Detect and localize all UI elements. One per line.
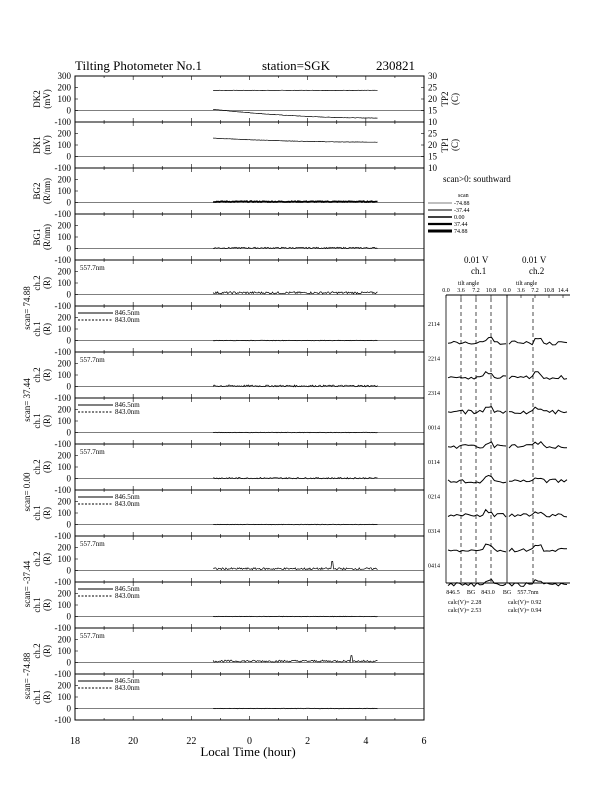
right-y-tick-label: 10 xyxy=(428,117,437,127)
right-y-tick-label: 30 xyxy=(428,71,437,81)
y-tick-label: -100 xyxy=(54,209,71,219)
scan-time-label: 0414 xyxy=(428,563,440,570)
y-axis-unit: (R/nm) xyxy=(42,224,52,250)
scan-legend-header: scan xyxy=(458,193,469,199)
panel-s1c1 xyxy=(32,306,424,357)
wavelength-label: 557.7nm xyxy=(80,540,105,548)
y-axis-label: ch.2 xyxy=(32,275,42,291)
y-axis-unit: (mV) xyxy=(42,89,52,109)
y-axis-unit: (mV) xyxy=(42,135,52,155)
ch2-scale-label: 0.01 V xyxy=(522,255,547,265)
y-axis-label: ch.2 xyxy=(32,643,42,659)
scan-time-label: 2114 xyxy=(428,322,440,328)
panel-s2c2 xyxy=(22,352,424,422)
y-tick-label: 0 xyxy=(66,657,71,668)
y-tick-label: -100 xyxy=(54,117,71,127)
y-axis-label: ch.2 xyxy=(32,551,42,567)
panel-s4c1 xyxy=(32,582,424,633)
tilt-bottom-label: 557.7nm xyxy=(517,590,539,596)
y-tick-label: -100 xyxy=(54,439,71,449)
panel-s3c1 xyxy=(32,490,424,541)
y-tick-label: 0 xyxy=(66,703,71,714)
y-tick-label: 100 xyxy=(57,324,71,334)
right-y-axis-unit: (C) xyxy=(450,139,460,151)
y-tick-label: 200 xyxy=(57,312,71,323)
scan-legend-title: scan>0: southward xyxy=(443,174,511,184)
scan-legend-entry: 0.00 xyxy=(454,215,465,221)
y-axis-unit: (R) xyxy=(42,645,52,657)
legend-entry: 843.0nm xyxy=(115,408,140,416)
y-tick-label: 100 xyxy=(57,600,71,610)
panel-frame xyxy=(75,76,424,122)
right-y-tick-label: 20 xyxy=(428,140,437,150)
y-tick-label: -100 xyxy=(54,715,71,725)
y-tick-label: 200 xyxy=(57,358,71,369)
tilt-scan-curve-ch1 xyxy=(448,372,506,379)
panel-s2c1 xyxy=(32,398,424,449)
calc-ch1: calc(V)= 2.28 xyxy=(448,600,482,606)
y-tick-label: 100 xyxy=(57,646,71,656)
series-line xyxy=(213,478,377,479)
series-line xyxy=(213,561,377,570)
right-y-tick-label: 10 xyxy=(428,163,437,173)
scan-group-label: scan= 0.00 xyxy=(22,472,32,512)
tilt-scan-curve-ch1 xyxy=(448,475,506,483)
y-tick-label: -100 xyxy=(54,255,71,265)
station-label: station=SGK xyxy=(262,58,331,73)
panel-s3c2 xyxy=(22,444,424,512)
y-tick-label: 100 xyxy=(57,94,71,104)
tilt-tick-label: 14.4 xyxy=(557,288,569,294)
y-tick-label: -100 xyxy=(54,347,71,357)
legend-entry: 846.5nm xyxy=(115,309,140,317)
y-tick-label: 0 xyxy=(66,473,71,484)
legend-entry: 843.0nm xyxy=(115,684,140,692)
figure-title: Tilting Photometer No.1 xyxy=(75,58,203,73)
y-tick-label: 0 xyxy=(66,611,71,622)
ch1-scale-label: 0.01 V xyxy=(464,255,489,265)
scan-time-label: 2214 xyxy=(428,356,440,363)
tilt-scan-curve-ch2 xyxy=(509,442,567,449)
series-line xyxy=(213,201,377,202)
x-tick-label: 6 xyxy=(421,736,427,747)
panel-frame xyxy=(75,444,424,490)
right-y-tick-label: 20 xyxy=(428,94,437,104)
wavelength-label: 557.7nm xyxy=(80,356,105,364)
tilt-tick-label: 3.6 xyxy=(457,288,465,294)
right-y-axis-unit: (C) xyxy=(450,93,460,105)
panel-bg2 xyxy=(32,168,424,219)
wavelength-label: 557.7nm xyxy=(80,264,105,272)
y-tick-label: 100 xyxy=(57,232,71,242)
panel-frame xyxy=(75,352,424,398)
y-tick-label: 0 xyxy=(66,335,71,346)
y-tick-label: 100 xyxy=(57,554,71,564)
scan-legend-entry: 74.88 xyxy=(454,229,468,235)
tilt-scan-curve-ch2 xyxy=(509,478,567,483)
y-tick-label: 0 xyxy=(66,105,71,116)
legend-entry: 846.5nm xyxy=(115,585,140,593)
y-tick-label: 200 xyxy=(57,496,71,507)
scan-legend-entry: -74.88 xyxy=(454,201,470,207)
ch2-label: ch.2 xyxy=(529,266,545,276)
panel-s5c1 xyxy=(32,674,424,725)
panel-frame xyxy=(75,214,424,260)
x-tick-label: 22 xyxy=(186,736,197,747)
y-axis-unit: (R) xyxy=(42,323,52,335)
y-tick-label: 100 xyxy=(57,370,71,380)
scan-legend-entry: 37.44 xyxy=(454,222,468,228)
panel-s5c2 xyxy=(22,628,424,699)
y-tick-label: 200 xyxy=(57,404,71,415)
y-tick-label: 200 xyxy=(57,634,71,645)
x-tick-label: 20 xyxy=(128,736,139,747)
y-tick-label: 100 xyxy=(57,186,71,196)
y-axis-label: ch.1 xyxy=(32,597,42,613)
y-tick-label: 100 xyxy=(57,508,71,518)
y-axis-unit: (R) xyxy=(42,599,52,611)
y-axis-unit: (R) xyxy=(42,553,52,565)
x-tick-label: 0 xyxy=(247,736,252,747)
y-axis-unit: (R) xyxy=(42,461,52,473)
y-tick-label: -100 xyxy=(54,393,71,403)
legend-entry: 843.0nm xyxy=(115,592,140,600)
y-axis-unit: (R) xyxy=(42,369,52,381)
y-axis-label: ch.1 xyxy=(32,413,42,429)
y-tick-label: 200 xyxy=(57,588,71,599)
legend-entry: 846.5nm xyxy=(115,677,140,685)
y-tick-label: -100 xyxy=(54,669,71,679)
tilt-scan-curve-ch2 xyxy=(509,512,567,517)
tilt-scan-curve-ch1 xyxy=(448,407,506,414)
wavelength-label: 557.7nm xyxy=(80,448,105,456)
y-tick-label: 0 xyxy=(66,519,71,530)
tilt-scan-panel xyxy=(428,255,570,614)
tilt-tick-label: 10.8 xyxy=(485,288,497,294)
y-tick-label: 200 xyxy=(57,82,71,93)
scan-group-label: scan= -74.88 xyxy=(22,652,32,700)
y-tick-label: -100 xyxy=(54,531,71,541)
calc-ch2: calc(V)= 0.94 xyxy=(508,608,542,614)
panel-dk1 xyxy=(32,122,460,173)
tilt-bottom-label: BG xyxy=(502,590,512,596)
scan-legend-entries xyxy=(428,201,470,235)
legend-entry: 846.5nm xyxy=(115,401,140,409)
legend-entry: 843.0nm xyxy=(115,316,140,324)
y-axis-unit: (R/nm) xyxy=(42,178,52,204)
tilt-tick-label: 7.2 xyxy=(472,288,480,294)
y-tick-label: 200 xyxy=(57,128,71,139)
date-label: 230821 xyxy=(376,58,415,73)
tilt-bottom-label: 843.0 xyxy=(481,590,495,596)
y-axis-unit: (R) xyxy=(42,507,52,519)
y-tick-label: -100 xyxy=(54,163,71,173)
y-tick-label: 0 xyxy=(66,381,71,392)
tilt-scan-curve-ch2 xyxy=(509,407,567,414)
y-tick-label: 0 xyxy=(66,151,71,162)
right-y-axis-label: TP2 xyxy=(440,91,450,107)
panel-dk2 xyxy=(32,71,460,127)
y-tick-label: -100 xyxy=(54,301,71,311)
tilt-scan-curve-ch1 xyxy=(448,510,506,517)
y-tick-label: 100 xyxy=(57,278,71,288)
y-axis-label: DK1 xyxy=(32,136,42,154)
x-tick-label: 2 xyxy=(305,736,311,747)
panel-frame xyxy=(75,260,424,306)
tilt-tick-label: 7.2 xyxy=(531,288,539,294)
series-line xyxy=(213,656,377,663)
y-axis-unit: (R) xyxy=(42,691,52,703)
y-axis-label: ch.1 xyxy=(32,321,42,337)
tilt-angle-label-2: tilt angle xyxy=(516,281,538,287)
y-axis-label: ch.1 xyxy=(32,505,42,521)
tilt-scan-curve-ch1 xyxy=(448,544,506,552)
right-y-tick-label: 15 xyxy=(428,105,437,116)
panel-frame xyxy=(75,168,424,214)
wavelength-label: 557.7nm xyxy=(80,632,105,640)
scan-time-label: 2314 xyxy=(428,391,440,397)
panel-frame xyxy=(75,122,424,168)
y-tick-label: 100 xyxy=(57,462,71,472)
y-axis-unit: (R) xyxy=(42,277,52,289)
scan-time-label: 0014 xyxy=(428,425,440,432)
right-y-tick-label: 25 xyxy=(428,128,437,139)
scan-time-label: 0214 xyxy=(428,494,440,501)
legend-entry: 843.0nm xyxy=(115,500,140,508)
tilt-angle-label-1: tilt angle xyxy=(458,281,480,287)
y-axis-label: DK2 xyxy=(32,90,42,108)
y-tick-label: 0 xyxy=(66,197,71,208)
right-y-tick-label: 25 xyxy=(428,82,437,93)
series-line xyxy=(213,340,377,341)
y-tick-label: 200 xyxy=(57,174,71,185)
legend-entry: 846.5nm xyxy=(115,493,140,501)
y-tick-label: 100 xyxy=(57,692,71,702)
y-tick-label: 200 xyxy=(57,220,71,231)
y-tick-label: 300 xyxy=(57,71,71,81)
ch1-label: ch.1 xyxy=(471,266,487,276)
y-tick-label: 200 xyxy=(57,542,71,553)
tilt-bottom-label: 846.5 xyxy=(446,590,460,596)
panel-s4c2 xyxy=(22,536,424,607)
y-tick-label: 100 xyxy=(57,416,71,426)
y-tick-label: 200 xyxy=(57,266,71,277)
y-tick-label: -100 xyxy=(54,623,71,633)
y-axis-label: BG1 xyxy=(32,228,42,246)
tilt-scan-curve-ch1 xyxy=(448,337,506,344)
x-tick-label: 18 xyxy=(70,736,80,747)
y-tick-label: 0 xyxy=(66,427,71,438)
tilt-scan-curve-ch2 xyxy=(509,545,567,552)
y-tick-label: 100 xyxy=(57,140,71,150)
series-line xyxy=(213,138,377,142)
scan-legend-entry: -37.44 xyxy=(454,208,470,214)
tilt-scan-curve-ch1 xyxy=(448,442,506,449)
series-line xyxy=(213,292,377,294)
scan-time-label: 0314 xyxy=(428,529,440,535)
y-axis-label: ch.2 xyxy=(32,459,42,475)
time-series-panels xyxy=(22,71,460,725)
x-axis-label: Local Time (hour) xyxy=(200,744,296,759)
x-tick-label: 4 xyxy=(363,736,369,747)
y-tick-label: 0 xyxy=(66,289,71,300)
tilt-tick-label: 3.6 xyxy=(517,288,525,294)
tilt-scan-curve-ch2 xyxy=(509,372,567,380)
y-tick-label: -100 xyxy=(54,577,71,587)
y-axis-label: BG2 xyxy=(32,182,42,200)
y-tick-label: 0 xyxy=(66,565,71,576)
y-axis-label: ch.1 xyxy=(32,689,42,705)
y-tick-label: 200 xyxy=(57,450,71,461)
y-tick-label: 0 xyxy=(66,243,71,254)
calc-ch1: calc(V)= 2.53 xyxy=(448,608,482,614)
tilt-tick-label: 10.8 xyxy=(543,288,555,294)
scan-legend xyxy=(428,174,511,235)
tilt-tick-label: 0.0 xyxy=(442,288,450,294)
panel-frame xyxy=(75,536,424,582)
calc-ch2: calc(V)= 0.92 xyxy=(508,600,542,606)
scan-time-label: 0114 xyxy=(428,460,440,466)
scan-group-label: scan= 37.44 xyxy=(22,378,32,422)
tilt-scan-curve-ch2 xyxy=(509,338,567,345)
panel-bg1 xyxy=(32,214,424,265)
panel-s1c2 xyxy=(22,260,424,330)
right-y-axis-label: TP1 xyxy=(440,137,450,153)
right-y-tick-label: 15 xyxy=(428,151,437,162)
panel-frame xyxy=(75,628,424,674)
scan-group-label: scan= -37.44 xyxy=(22,560,32,608)
y-axis-unit: (R) xyxy=(42,415,52,427)
tilt-bottom-label: BG xyxy=(466,590,476,596)
y-tick-label: 200 xyxy=(57,680,71,691)
tilt-tick-label: 0.0 xyxy=(503,288,511,294)
y-axis-label: ch.2 xyxy=(32,367,42,383)
scan-group-label: scan= 74.88 xyxy=(22,286,32,330)
y-tick-label: -100 xyxy=(54,485,71,495)
